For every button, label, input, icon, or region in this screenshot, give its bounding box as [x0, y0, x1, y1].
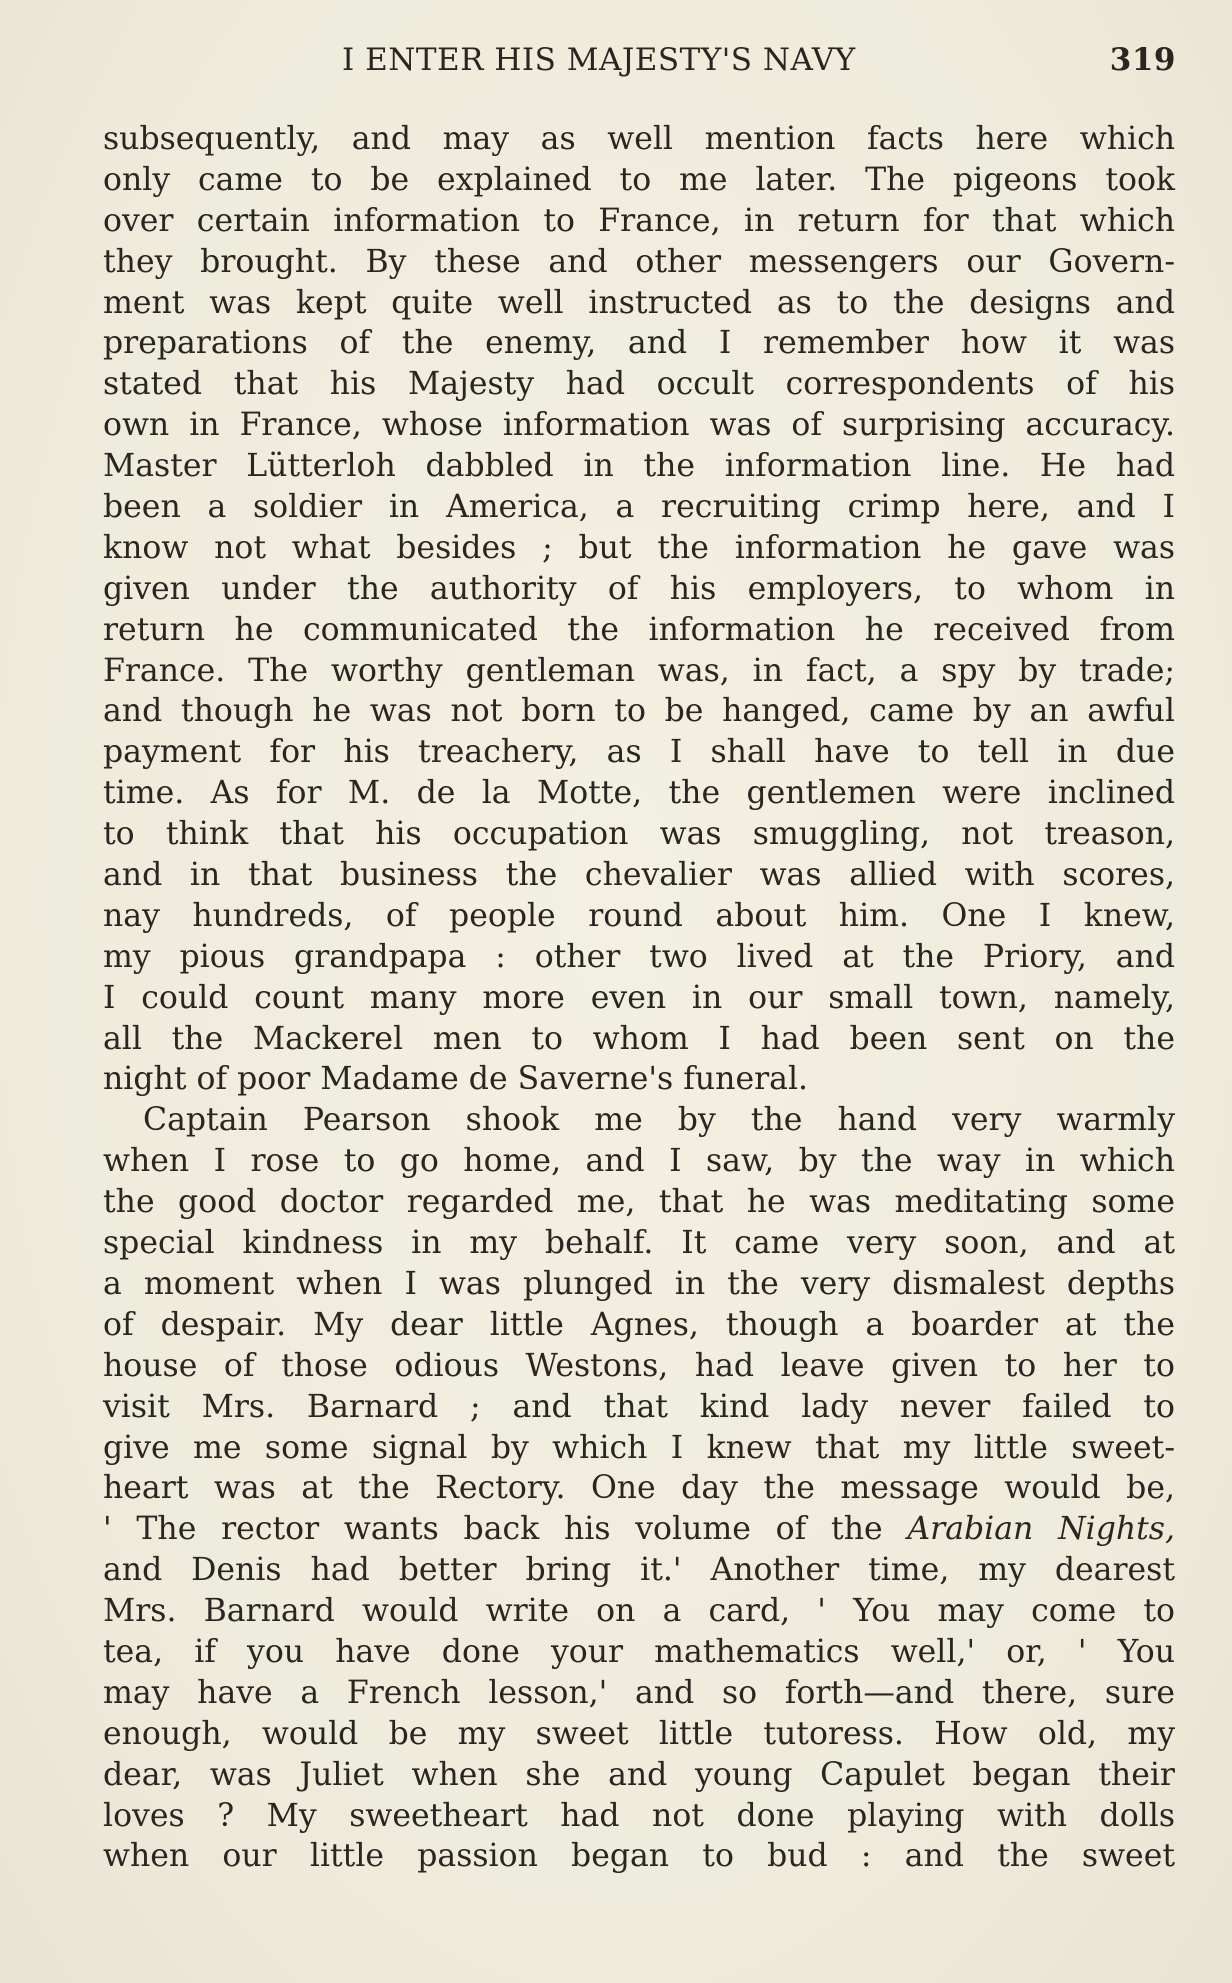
- text-line: Master Lütterloh dabbled in the information line. He had: [103, 448, 1175, 485]
- text-line: nay hundreds, of people round about him. One I knew,: [103, 897, 1175, 934]
- text-line: of despair. My dear little Agnes, though a boarder at the: [103, 1306, 1175, 1343]
- body-text: [103, 119, 1175, 1877]
- text-line: enough, would be my sweet little tutoress. How old, my: [103, 1715, 1175, 1752]
- text-line: all the Mackerel men to whom I had been sent on the: [103, 1020, 1175, 1057]
- text-line: preparations of the enemy, and I remember how it was: [103, 325, 1175, 362]
- text-line: my pious grandpapa : other two lived at the Priory, and: [103, 938, 1175, 975]
- text-line: only came to be explained to me later. The pigeons took: [103, 161, 1175, 198]
- text-line: and though he was not born to be hanged, came by an awful: [103, 693, 1175, 730]
- page-header: [102, 42, 1176, 88]
- text-line: give me some signal by which I knew that my little sweet-: [103, 1429, 1175, 1466]
- text-line: ment was kept quite well instructed as to the designs and: [103, 284, 1175, 321]
- running-head: I ENTER HIS MAJESTY'S NAVY: [342, 42, 856, 78]
- text-line: France. The worthy gentleman was, in fact, a spy by trade;: [103, 652, 1175, 689]
- text-line: dear, was Juliet when she and young Capulet began their: [103, 1756, 1175, 1793]
- text-line: own in France, whose information was of surprising accuracy.: [103, 407, 1175, 444]
- text-line: subsequently, and may as well mention facts here which: [103, 121, 1175, 157]
- page-number: 319: [1109, 42, 1176, 78]
- text-line: a moment when I was plunged in the very dismalest depths: [103, 1265, 1175, 1302]
- text-line: night of poor Madame de Saverne's funeral.: [103, 1061, 809, 1098]
- text-line: return he communicated the information he received from: [103, 611, 1175, 648]
- text-line: and in that business the chevalier was allied with scores,: [103, 857, 1175, 894]
- text-line: know not what besides ; but the information he gave was: [103, 529, 1175, 566]
- text-line: the good doctor regarded me, that he was meditating some: [103, 1184, 1175, 1221]
- text-line-with-italic: [103, 1509, 1175, 1550]
- text-line: I could count many more even in our small town, namely,: [103, 979, 1175, 1016]
- text-line: Captain Pearson shook me by the hand very warmly: [143, 1102, 1175, 1139]
- text-line: Mrs. Barnard would write on a card, ' You may come to: [103, 1593, 1175, 1630]
- text-line: time. As for M. de la Motte, the gentlemen were inclined: [103, 775, 1175, 812]
- book-title-italic: Arabian Nights,: [907, 1511, 1175, 1548]
- text-line: to think that his occupation was smuggling, not treason,: [103, 816, 1175, 853]
- text-line: tea, if you have done your mathematics well,' or, ' You: [103, 1633, 1175, 1670]
- text-line: they brought. By these and other messengers our Govern-: [103, 243, 1175, 280]
- text-line: special kindness in my behalf. It came very soon, and at: [103, 1225, 1175, 1262]
- text-fragment: ' The rector wants back his volume of the: [103, 1511, 908, 1548]
- text-line: loves ? My sweetheart had not done playing with dolls: [103, 1797, 1175, 1834]
- text-line: stated that his Majesty had occult correspondents of his: [103, 366, 1175, 403]
- text-line: and Denis had better bring it.' Another time, my dearest: [103, 1552, 1175, 1589]
- text-line: been a soldier in America, a recruiting crimp here, and I: [103, 489, 1175, 526]
- text-line: may have a French lesson,' and so forth—and there, sure: [103, 1674, 1175, 1711]
- text-line: over certain information to France, in return for that which: [103, 202, 1175, 239]
- text-line: when our little passion began to bud : and the sweet: [103, 1838, 1175, 1875]
- text-line: payment for his treachery, as I shall have to tell in due: [103, 734, 1175, 771]
- text-line: given under the authority of his employers, to whom in: [103, 570, 1175, 607]
- text-line: when I rose to go home, and I saw, by the way in which: [103, 1143, 1175, 1180]
- text-line: heart was at the Rectory. One day the message would be,: [103, 1470, 1175, 1507]
- text-line: visit Mrs. Barnard ; and that kind lady never failed to: [103, 1388, 1175, 1425]
- text-line: house of those odious Westons, had leave given to her to: [103, 1347, 1175, 1384]
